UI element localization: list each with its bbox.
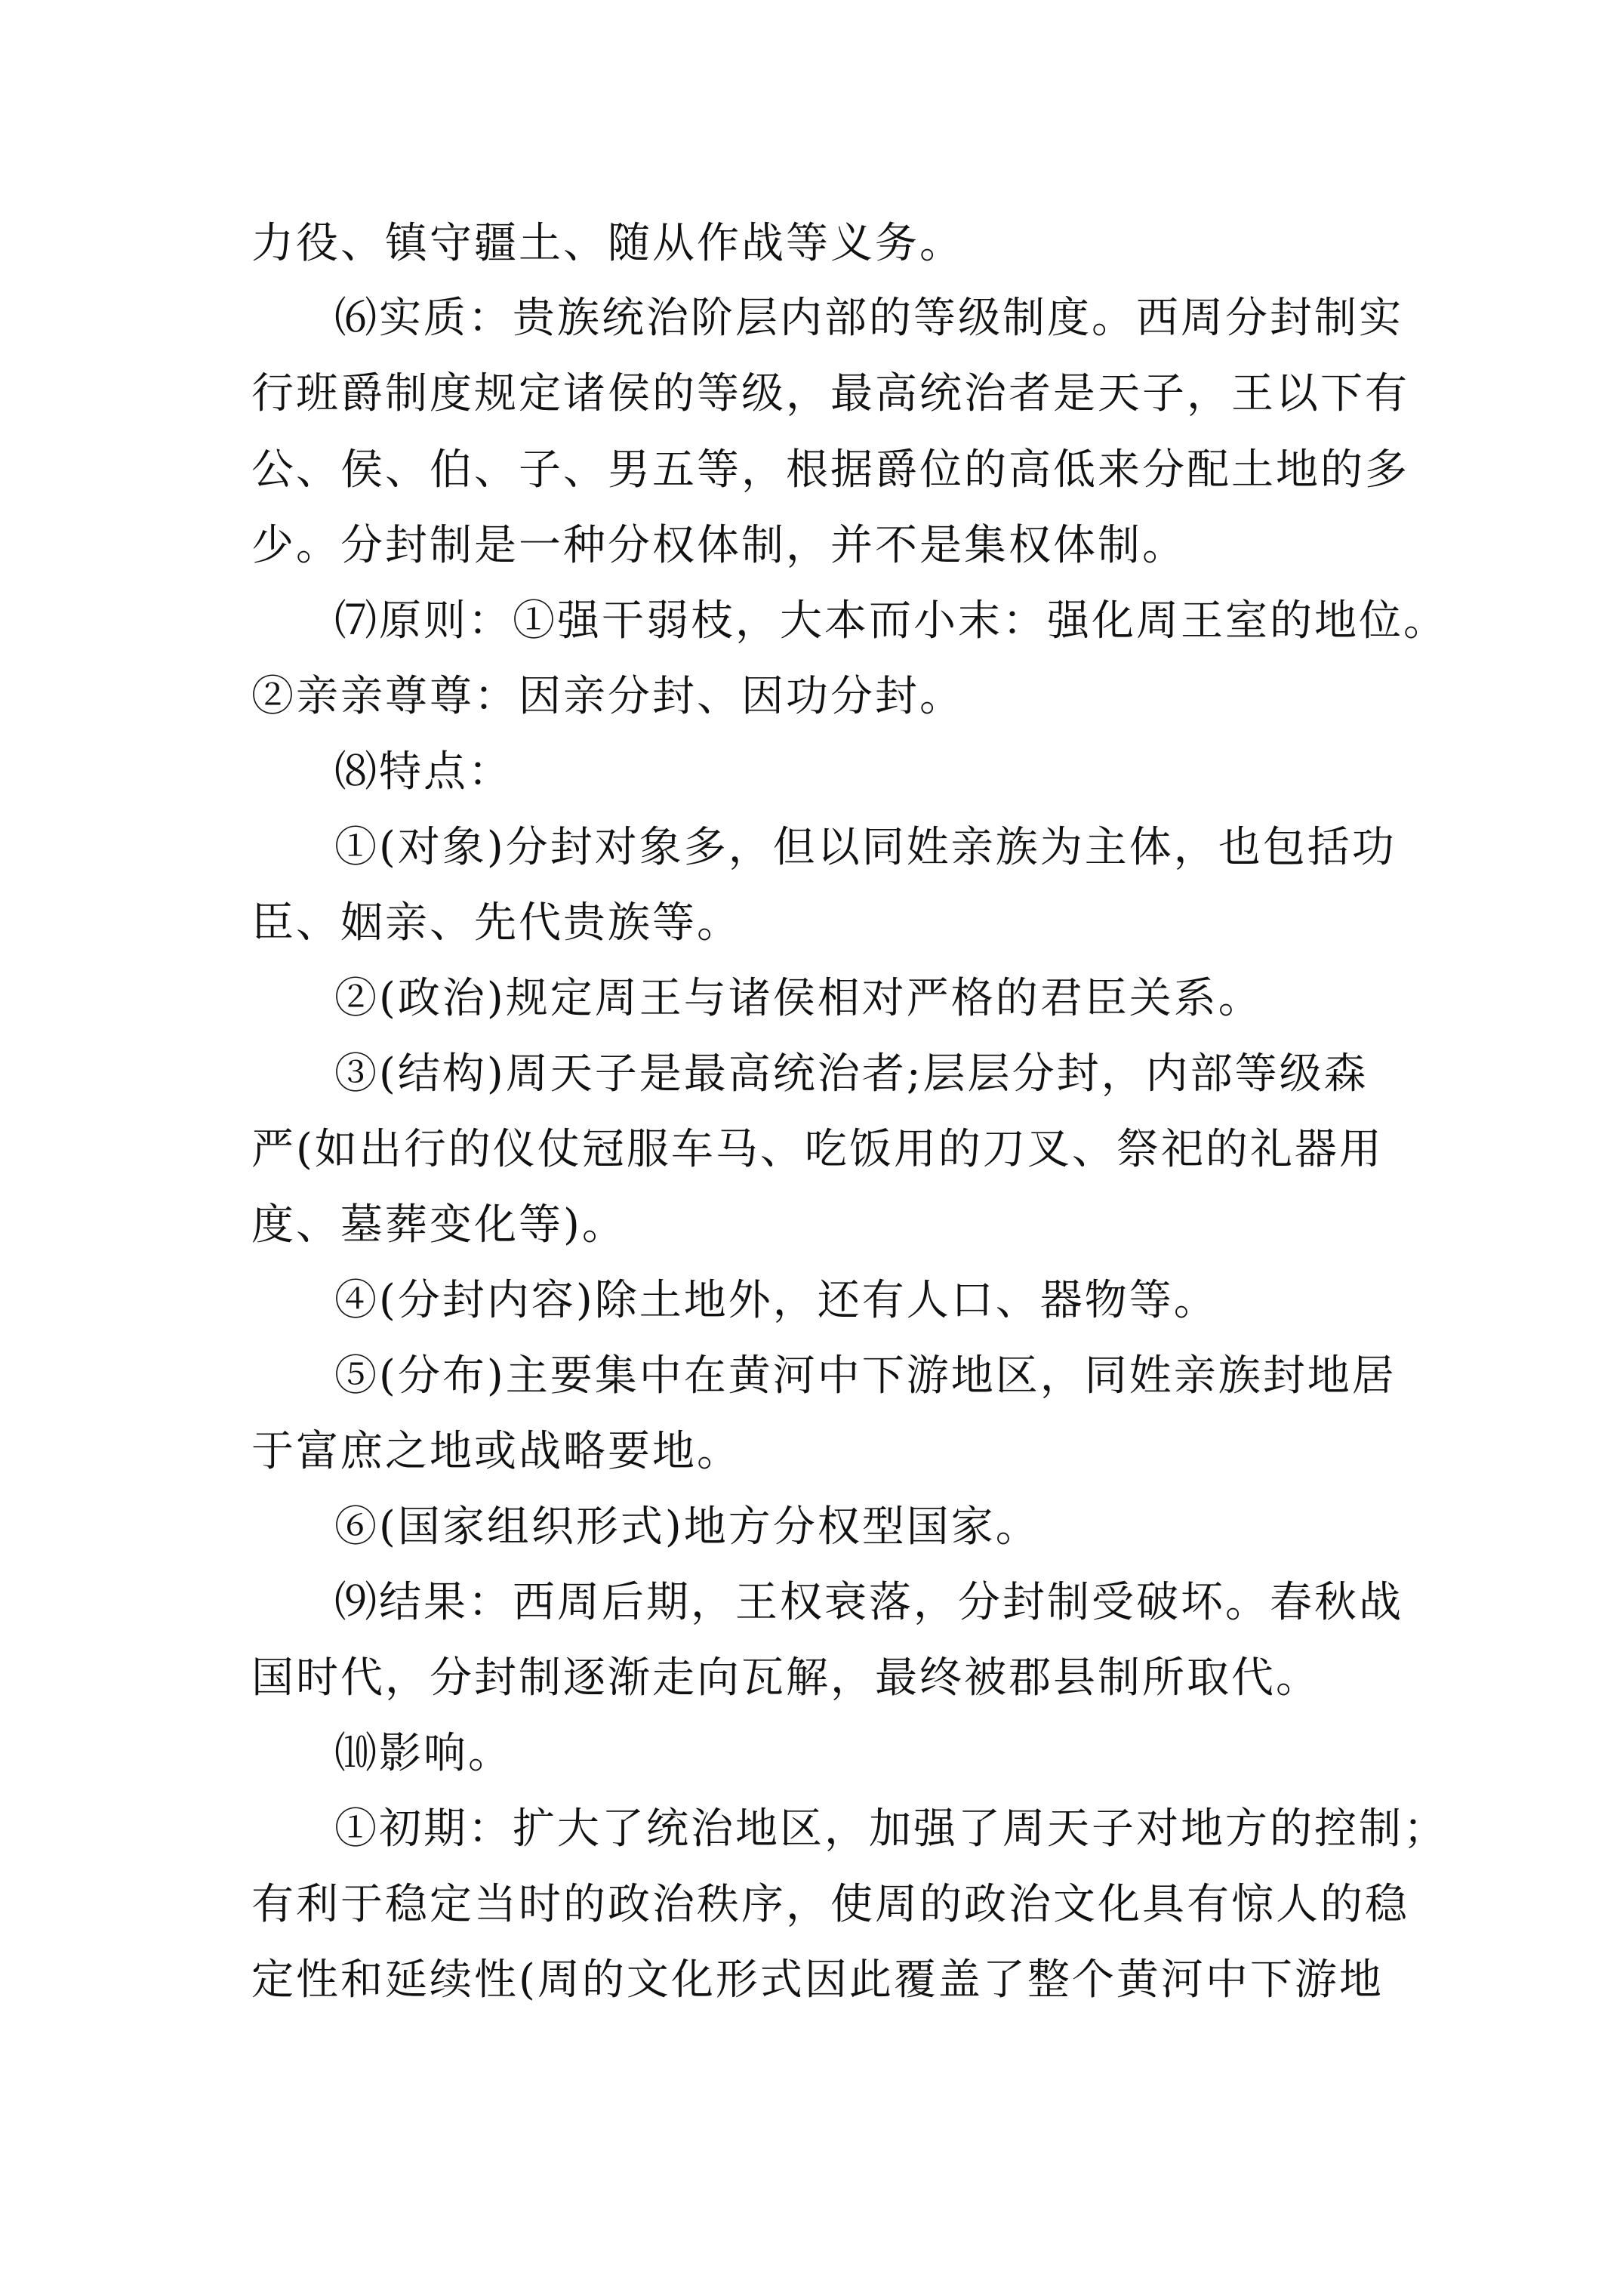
text-line: ①(对象)分封对象多，但以同姓亲族为主体，也包括功 bbox=[334, 823, 1397, 872]
text-line: 行班爵制度规定诸侯的等级，最高统治者是天子，王以下有 bbox=[251, 369, 1409, 418]
text-line: 于富庶之地或战略要地。 bbox=[251, 1427, 741, 1476]
text-line: ①初期：扩大了统治地区，加强了周天子对地方的控制； bbox=[334, 1804, 1448, 1854]
text-line: 少。分封制是一种分权体制，并不是集权体制。 bbox=[251, 521, 1187, 570]
text-line: ⑼结果：西周后期，王权衰落，分封制受破坏。春秋战 bbox=[334, 1578, 1403, 1627]
text-line: ②(政治)规定周王与诸侯相对严格的君臣关系。 bbox=[334, 974, 1263, 1023]
text-line: ⑥(国家组织形式)地方分权型国家。 bbox=[334, 1502, 1040, 1552]
text-line: ⑻特点： bbox=[334, 747, 513, 797]
text-line: 臣、姻亲、先代贵族等。 bbox=[251, 898, 741, 948]
text-line: 力役、镇守疆土、随从作战等义务。 bbox=[251, 219, 964, 268]
text-line: 严(如出行的仪仗冠服车马、吃饭用的刀叉、祭祀的礼器用 bbox=[251, 1125, 1384, 1174]
text-line: 国时代，分封制逐渐走向瓦解，最终被郡县制所取代。 bbox=[251, 1653, 1320, 1703]
text-line: ⑤(分布)主要集中在黄河中下游地区，同姓亲族封地居 bbox=[334, 1351, 1397, 1401]
text-line: 公、侯、伯、子、男五等，根据爵位的高低来分配土地的多 bbox=[251, 445, 1409, 495]
text-line: ②亲亲尊尊：因亲分封、因功分封。 bbox=[251, 672, 964, 721]
text-line: ⑺原则：①强干弱枝，大本而小末：强化周王室的地位。 bbox=[334, 596, 1448, 646]
text-line: ⑹实质：贵族统治阶层内部的等级制度。西周分封制实 bbox=[334, 294, 1403, 343]
text-line: 度、墓葬变化等)。 bbox=[251, 1200, 627, 1250]
text-line: ⑽影响。 bbox=[334, 1729, 513, 1778]
text-line: ③(结构)周天子是最高统治者;层层分封，内部等级森 bbox=[334, 1049, 1369, 1099]
text-line: 有利于稳定当时的政治秩序，使周的政治文化具有惊人的稳 bbox=[251, 1880, 1409, 1929]
text-line: ④(分封内容)除土地外，还有人口、器物等。 bbox=[334, 1276, 1218, 1325]
text-line: 定性和延续性(周的文化形式因此覆盖了整个黄河中下游地 bbox=[251, 1955, 1384, 2005]
